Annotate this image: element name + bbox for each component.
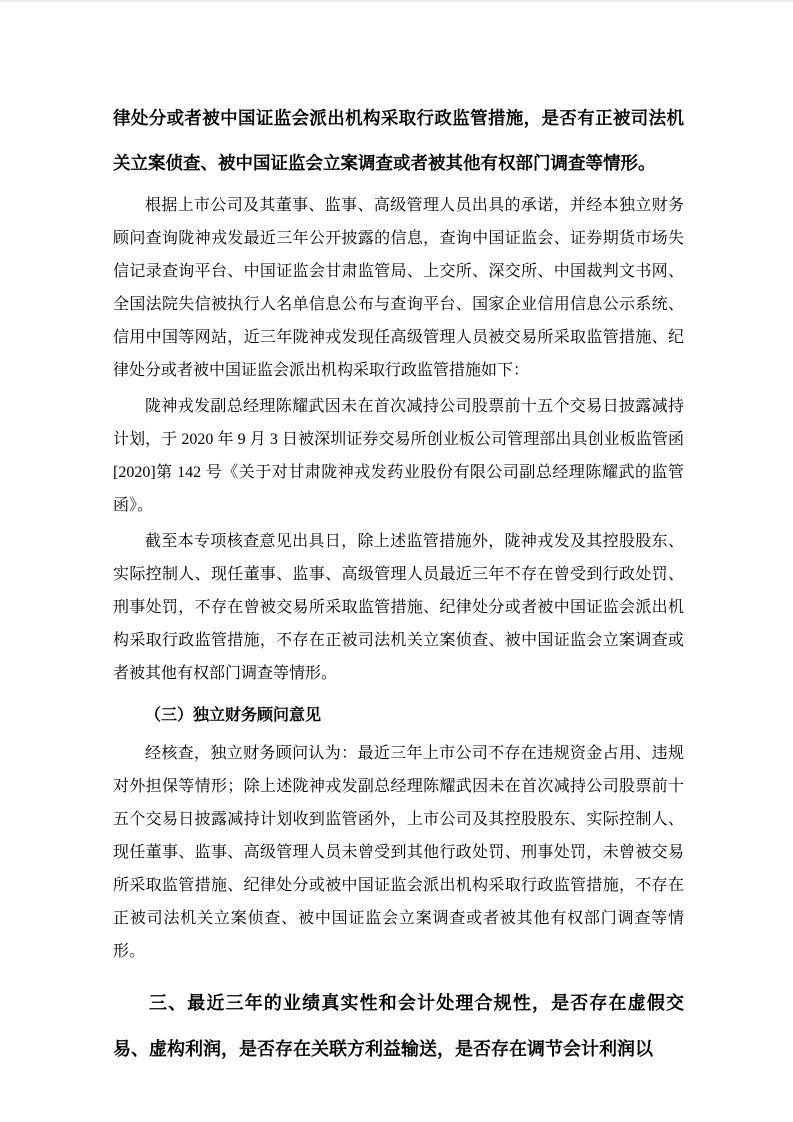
paragraph-no-other-measures: 截至本专项核查意见出具日，除上述监管措施外，陇神戎发及其控股股东、实际控制人、现任董事、监事、高级管理人员最近三年不存在曾受到行政处罚、刑事处罚，不存在曾被交易所采取监管措施、纪律处分或者被中国证监会派出机构采取行政监管措施，不存在正被司法机关立案侦查、被中国证监会立案调查或者被其他有权部门调查等情形。 — [113, 533, 684, 682]
section-heading-three: 三、最近三年的业绩真实性和会计处理合规性，是否存在虚假交易、虚构利润，是否存在关联方利益输送，是否存在调节会计利润以 — [113, 993, 684, 1059]
paragraph-verification-sources: 根据上市公司及其董事、监事、高级管理人员出具的承诺，并经本独立财务顾问查询陇神戎发最近三年公开披露的信息，查询中国证监会、证券期货市场失信记录查询平台、中国证监会甘肃监管局、上交所、深交所、中国裁判文书网、全国法院失信被执行人名单信息公布与查询平台、国家企业信用信息公示系统、信用中国等网站，近三年陇神戎发现任高级管理人员被交易所采取监管措施、纪律处分或者被中国证监会派出机构采取行政监管措施如下： — [113, 197, 684, 379]
section-heading-continuation: 律处分或者被中国证监会派出机构采取行政监管措施，是否有正被司法机关立案侦查、被中国证监会立案调查或者被其他有权部门调查等情形。 — [113, 108, 684, 173]
subheading-independent-advisor-opinion: （三）独立财务顾问意见 — [145, 707, 322, 724]
page-top-divider — [0, 0, 793, 2]
paragraph-advisor-conclusion: 经核查，独立财务顾问认为：最近三年上市公司不存在违规资金占用、违规对外担保等情形；除上述陇神戎发副总经理陈耀武因未在首次减持公司股票前十五个交易日披露减持计划收到监管函外，上市公司及其控股股东、实际控制人、现任董事、监事、高级管理人员未曾受到其他行政处罚、刑事处罚，未曾被交易所采取监管措施、纪律处分或被中国证监会派出机构采取行政监管措施，不存在正被司法机关立案侦查、被中国证监会立案调查或者被其他有权部门调查等情形。 — [113, 745, 684, 960]
paragraph-regulatory-letter: 陇神戎发副总经理陈耀武因未在首次减持公司股票前十五个交易日披露减持计划，于 2020 年 9 月 3 日被深圳证券交易所创业板公司管理部出具创业板监管函[2020]第 142 号《关于对甘肃陇神戎发药业股份有限公司副总经理陈耀武的监管函》。 — [113, 398, 684, 514]
